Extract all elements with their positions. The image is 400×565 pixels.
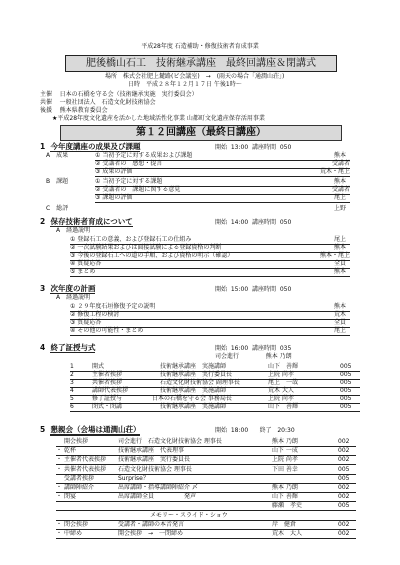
s1-A-resp: 受講者 xyxy=(332,160,351,167)
row-text: 当初予定に対する成果および課題 xyxy=(102,152,193,159)
section-title: 保存技術者育成について xyxy=(50,217,133,226)
row-text: 当初予定に対する課題 xyxy=(102,178,163,185)
row-org: 技術継承講座 実行委員長 xyxy=(118,456,191,464)
row-text: 修復工程の検討 xyxy=(77,311,120,318)
section-2-heading xyxy=(40,218,133,227)
row-duration: 002 xyxy=(338,438,350,445)
row-duration: 005 xyxy=(340,387,352,394)
duration-label: 講座時間 xyxy=(251,219,276,226)
s2-row xyxy=(70,261,350,269)
row-bullet: ・ xyxy=(56,484,63,491)
row-text: その他の可能性・まとめ xyxy=(77,327,144,334)
duration: 050 xyxy=(279,144,292,151)
s2-resp: 熊本・尾上 xyxy=(320,252,351,259)
row-duration: 005 xyxy=(340,363,352,370)
row-number: 1 xyxy=(70,363,74,370)
row-text: 今後の登録石工への道の手順、および資格の明示（確認） xyxy=(77,252,234,259)
section-1-heading xyxy=(40,143,140,152)
row-name: 上院 尚孝 xyxy=(268,395,294,402)
row-name: 熊本 乃朗 xyxy=(272,484,298,491)
section-number: 2 xyxy=(40,217,46,226)
row-number: ② xyxy=(95,160,101,167)
row-bullet: ・ xyxy=(56,456,63,464)
row-org: 出席講師全員 発声 xyxy=(118,493,197,501)
row-duration: 002 xyxy=(338,484,350,491)
section-5-time xyxy=(215,428,295,435)
s1-B-resp: 熊本 xyxy=(334,178,347,185)
row-text: 閉宴 xyxy=(64,493,77,501)
mc-label: 司会進行 xyxy=(215,353,240,360)
row-duration: 005 xyxy=(338,474,350,482)
time-label: 開始 xyxy=(215,345,228,352)
section-title: 懇親会（会場は通潤山荘） xyxy=(50,425,141,434)
row-duration: 005 xyxy=(340,371,352,378)
organizer-text: 一般社団法人 石造文化財技術協会 xyxy=(59,99,156,106)
row-number: ② xyxy=(70,244,76,251)
header-banner-title: 肥後橋山石工 技術継承講座 最終回講座＆閉講式 xyxy=(65,55,337,72)
row-number: ① xyxy=(70,303,76,310)
row-text: まとめ xyxy=(77,268,96,275)
row-name: 荒木 大人 xyxy=(268,387,294,394)
row-text: 主催者挨拶 xyxy=(92,371,123,378)
row-name: 藤瀬 孝史 xyxy=(272,502,303,510)
section-4-time xyxy=(215,346,291,353)
row-org: 技術継承講座 実施講師 xyxy=(160,363,227,370)
start-time: 13:00 xyxy=(230,144,249,151)
row-text: 共催者代表挨拶 xyxy=(64,465,107,473)
row-number: ① xyxy=(95,178,101,185)
time-label: 開始 xyxy=(215,427,228,434)
row-duration: 005 xyxy=(338,465,350,473)
s1-B-row xyxy=(95,187,350,195)
s1-C-label: C 総評 xyxy=(46,205,69,212)
s4-mc xyxy=(215,354,292,361)
duration: 050 xyxy=(279,286,292,293)
section-number: 3 xyxy=(40,284,46,293)
row-bullet: ・ xyxy=(56,493,63,501)
row-number: ③ xyxy=(95,194,101,201)
s3-row xyxy=(70,312,350,320)
s1-B-resp: 受講者 xyxy=(332,186,351,193)
s1-A-resp: 熊本 xyxy=(334,152,347,159)
row-org: 技術継承講座 実行委員長 xyxy=(160,371,233,378)
header-place: 場所 株式会社肥上麓路(ビ会議室) → (雨天の場合「通潤山荘」) xyxy=(105,73,285,80)
section-title: 今年度講座の成果及び課題 xyxy=(50,142,141,151)
duration-label: 講座時間 xyxy=(251,286,276,293)
star-note-text: 平成28年度文化遺産を活かした地域活性化事業 山都町文化遺産保存活用事業 xyxy=(57,115,265,122)
section-4-heading xyxy=(40,344,95,353)
row-org: 石造文化財技術協会 副理事長 xyxy=(160,379,240,386)
row-duration: 005 xyxy=(340,403,352,410)
row-text: 登録石工の意義、および登録石工の仕組み xyxy=(77,236,192,243)
row-org: 司会進行 石造文化財技術協会 理事長 xyxy=(118,438,222,445)
row-number: ① xyxy=(70,236,76,243)
row-text: 成果の評価 xyxy=(102,168,133,175)
organizer-text: 熊本県教育委員会 xyxy=(59,107,108,114)
organizer-label: 共催 xyxy=(40,99,53,106)
row-duration: 002 xyxy=(338,493,350,501)
row-number: ③ xyxy=(70,319,76,326)
duration: 050 xyxy=(279,219,292,226)
row-name: 山下 善輝 xyxy=(272,493,298,501)
time-label: 開始 xyxy=(215,144,228,151)
organizer-host xyxy=(40,92,198,99)
organizer-label: 後援 xyxy=(40,107,53,114)
s1-B-row xyxy=(95,195,350,203)
section-number: 5 xyxy=(40,425,46,434)
section-number: 1 xyxy=(40,142,46,151)
row-text: 質疑応答 xyxy=(77,260,102,267)
section-2-time xyxy=(215,220,291,227)
row-name: 山下 善輝 xyxy=(268,403,299,410)
s3-resp: 尾上 xyxy=(334,327,347,334)
time-label: 開始 xyxy=(215,286,228,293)
start-time: 18:00 xyxy=(230,427,249,434)
duration-label: 講座時間 xyxy=(251,345,276,352)
row-text: 受講者の 感想・提言 xyxy=(102,160,163,167)
row-rule xyxy=(56,448,356,456)
row-rule xyxy=(56,476,356,484)
s2-resp: 尾上 xyxy=(334,236,347,243)
row-text: 修了証授与 xyxy=(92,395,123,402)
row-number: ④ xyxy=(70,260,76,267)
row-rule xyxy=(56,494,356,502)
s2-resp: 熊本 xyxy=(334,268,347,275)
row-text: 主催者代表挨拶 xyxy=(64,456,107,464)
header-program-line: 平成28年度 石造補助・修復技術者育成事業 xyxy=(141,43,259,50)
row-number: ② xyxy=(70,311,76,318)
row-text: 講師陣紹介 xyxy=(64,484,95,491)
s3-resp: 荒木 xyxy=(334,311,347,318)
row-text: 中締め xyxy=(64,530,83,537)
row-bullet: ・ xyxy=(56,465,63,473)
row-org: 技術継承講座 実施講師 xyxy=(160,403,227,410)
row-org: 出席講師・指導講師陣紹介 〆 xyxy=(118,484,198,491)
row-text: 受講者挨拶 xyxy=(64,474,95,482)
time-label: 開始 xyxy=(215,219,228,226)
row-text: 一次試験結果およびは面接試験による登録資格の判断 xyxy=(77,244,222,251)
row-number: 5 xyxy=(70,395,74,402)
end-time: 20:30 xyxy=(277,427,295,434)
row-name: 山下 善輝 xyxy=(268,363,299,370)
star-icon: ★ xyxy=(52,115,58,122)
row-duration: 002 xyxy=(338,530,350,537)
duration: 035 xyxy=(279,345,292,352)
s1-A-row xyxy=(95,169,350,177)
row-duration: 005 xyxy=(340,395,352,402)
s1-C-resp: 上野 xyxy=(334,205,347,212)
row-duration: 002 xyxy=(338,520,350,528)
s1-A-row xyxy=(95,161,350,169)
row-text: 閉会挨拶 xyxy=(64,520,89,528)
row-org: Surprise？ xyxy=(118,474,149,482)
s2-row xyxy=(70,269,350,277)
organizer-cohost xyxy=(40,100,156,107)
s3-row xyxy=(70,328,350,336)
row-number: ④ xyxy=(70,327,76,334)
row-org: 技術継承講座 実施講師 xyxy=(160,387,227,394)
row-rule xyxy=(56,522,356,530)
section-1-time xyxy=(215,145,291,152)
row-bullet: ・ xyxy=(56,530,63,537)
row-name: 上院 尚孝 xyxy=(268,371,294,378)
start-time: 16:00 xyxy=(230,345,249,352)
row-number: ② xyxy=(95,186,101,193)
row-duration: 005 xyxy=(338,502,350,510)
section-3-time xyxy=(215,287,291,294)
row-name: 下田 善幸 xyxy=(272,465,298,473)
row-text: 受講者の 課題に関する意見 xyxy=(102,186,181,193)
header-date: 日時 平成２８年１２月１７日 午後1時～ xyxy=(128,81,242,88)
section-title-bar: 第１２回講座（最終日講座） xyxy=(60,125,342,141)
s2-A-label: A 経過説明 xyxy=(56,227,91,234)
row-org: メモリー・スライド・ショウ xyxy=(150,511,228,519)
star-note xyxy=(52,116,265,123)
section-5-heading xyxy=(40,426,140,435)
s3-resp: 全員 xyxy=(334,319,347,326)
section-title: 次年度の計画 xyxy=(50,284,96,293)
s3-resp: 熊本 xyxy=(334,303,347,310)
row-org: 石造文化財技術協会 理事長 xyxy=(118,465,192,473)
row-org: 日本の石橋を守る会 事務局長 xyxy=(152,395,232,402)
row-rule xyxy=(56,531,356,539)
mc-name: 熊本 乃朗 xyxy=(265,353,292,360)
section-number: 4 xyxy=(40,343,46,352)
organizer-label: 主催 xyxy=(40,91,53,98)
row-name: 荒木 大人 xyxy=(272,530,303,537)
row-rule xyxy=(56,503,356,511)
row-number: 6 xyxy=(70,403,74,410)
s1-B-label: B 課題 xyxy=(46,178,69,185)
duration-label: 講座時間 xyxy=(251,144,276,151)
start-time: 15:00 xyxy=(230,286,249,293)
row-number: ⑤ xyxy=(70,268,76,275)
organizer-text: 日本の石橋を守る会（技術継承実施 実行委員会） xyxy=(59,91,198,98)
row-text: 講師代表挨拶 xyxy=(92,387,129,394)
row-text: 共催者挨拶 xyxy=(92,379,123,386)
row-text: 乾杯 xyxy=(64,447,77,455)
row-number: 2 xyxy=(70,371,74,378)
organizer-support xyxy=(40,108,108,115)
row-text: ２９年度石垣修復予定の説明 xyxy=(77,303,156,310)
row-number: ③ xyxy=(95,168,101,175)
row-name: 尾上 一哉 xyxy=(268,379,299,386)
row-text: 質疑応答 xyxy=(77,319,102,326)
s3-A-label: A 経過説明 xyxy=(56,294,91,301)
row-rule xyxy=(56,485,356,493)
row-number: ③ xyxy=(70,252,76,259)
section-title: 終了証授与式 xyxy=(50,343,96,352)
s2-resp: 熊本 xyxy=(334,244,347,251)
row-number: 4 xyxy=(70,387,74,394)
row-duration: 005 xyxy=(340,379,352,386)
s2-row xyxy=(70,253,350,261)
row-name: 上院 尚孝 xyxy=(272,456,298,464)
row-name: 山下 一成 xyxy=(272,447,298,455)
row-text: 開式 xyxy=(92,363,105,370)
row-org: 受講者・講師の本音発言 xyxy=(118,520,185,528)
row-duration: 002 xyxy=(338,447,350,455)
row-duration: 002 xyxy=(338,456,350,464)
s2-resp: 全員 xyxy=(334,260,347,267)
row-org: 技術継承講座 代表理事 xyxy=(118,447,185,455)
row-org: 開会挨拶 → 一閉締め xyxy=(118,530,184,537)
s1-A-resp: 荒木・尾上 xyxy=(320,168,351,175)
end-label: 終了 xyxy=(259,427,272,434)
row-number: ① xyxy=(95,152,101,159)
s1-B-resp: 尾上 xyxy=(334,194,347,201)
row-number: 3 xyxy=(70,379,74,386)
s1-A-label: A 成果 xyxy=(46,152,69,159)
start-time: 14:00 xyxy=(230,219,249,226)
row-bullet: ・ xyxy=(56,447,63,455)
row-text: 閉式・閉講 xyxy=(92,403,123,410)
row-text: 開会挨拶 xyxy=(64,438,89,445)
section-3-heading xyxy=(40,285,95,294)
row-name: 岸 健倉 xyxy=(272,520,297,528)
row-name: 熊本 乃朗 xyxy=(272,438,298,445)
row-bullet: ・ xyxy=(56,520,63,528)
row-text: 課題の評価 xyxy=(102,194,133,201)
